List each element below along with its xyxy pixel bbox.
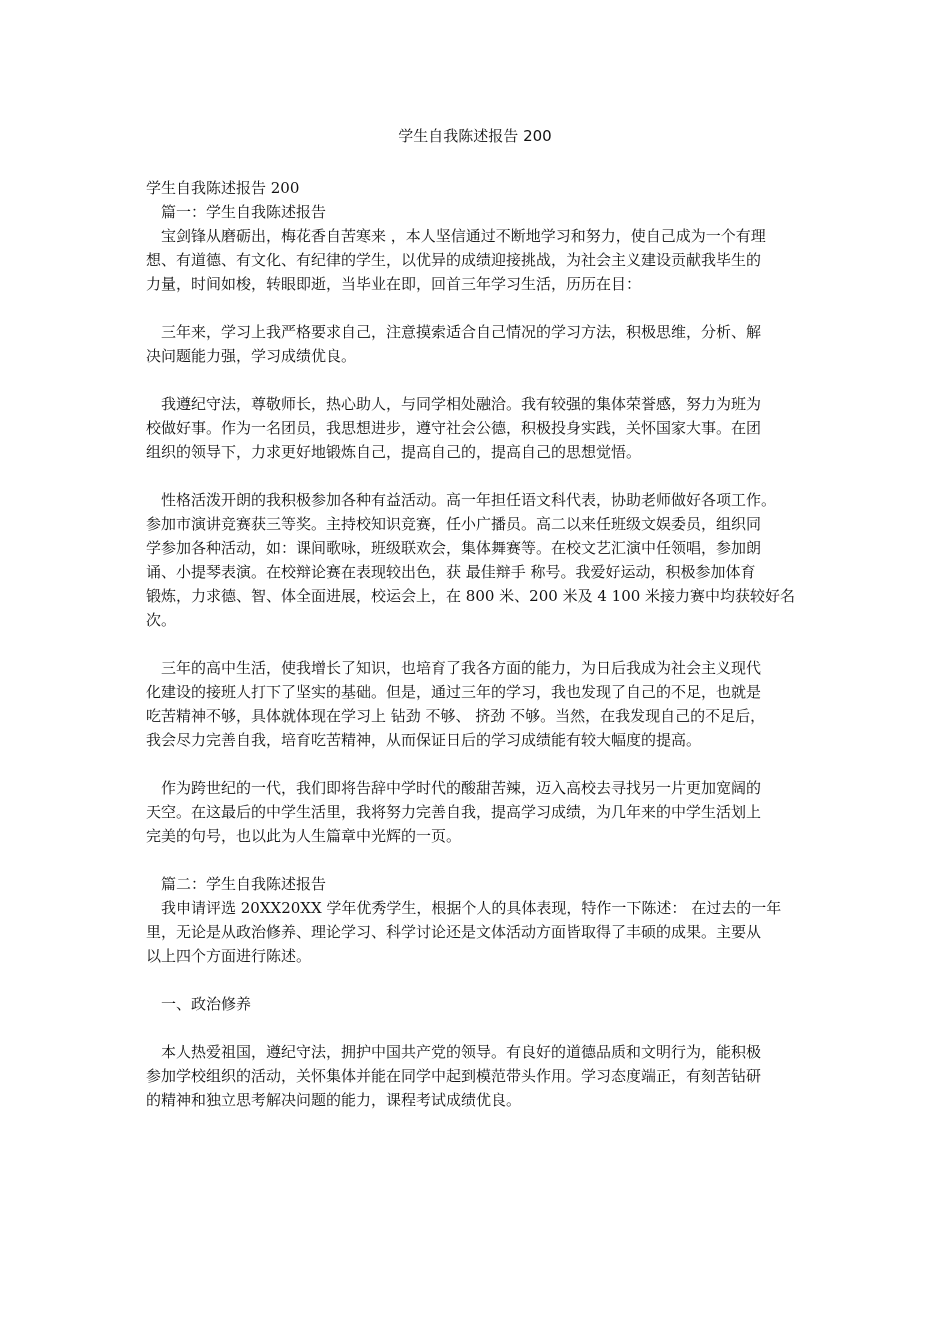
paragraph-line: 组织的领导下，力求更好地锻炼自己，提高自己的，提高自己的思想觉悟。 <box>146 443 642 461</box>
paragraph-line: 性格活泼开朗的我积极参加各种有益活动。高一年担任语文科代表，协助老师做好各项工作。 <box>161 491 777 509</box>
paragraph-line: 参加市演讲竞赛获三等奖。主持校知识竞赛，任小广播员。高二以来任班级文娱委员，组织同 <box>146 515 762 533</box>
paragraph-line: 以上四个方面进行陈述。 <box>146 947 312 965</box>
paragraph-1 <box>146 224 814 296</box>
part2-heading: 篇二：学生自我陈述报告 <box>161 875 327 893</box>
paragraph-line: 本人热爱祖国，遵纪守法，拥护中国共产党的领导。有良好的道德品质和文明行为，能积极 <box>161 1043 762 1061</box>
paragraph-line: 校做好事。作为一名团员，我思想进步，遵守社会公德，积极投身实践，关怀国家大事。在团 <box>146 419 762 437</box>
paragraph-line: 里，无论是从政治修养、理论学习、科学讨论还是文体活动方面皆取得了丰硕的成果。主要从 <box>146 923 762 941</box>
paragraph-4 <box>146 488 814 632</box>
paragraph-line: 想、有道德、有文化、有纪律的学生，以优异的成绩迎接挑战，为社会主义建设贡献我毕生的 <box>146 251 762 269</box>
paragraph-line: 的精神和独立思考解决问题的能力，课程考试成绩优良。 <box>146 1091 522 1109</box>
paragraph-line: 我遵纪守法，尊敬师长，热心助人，与同学相处融洽。我有较强的集体荣誉感，努力为班为 <box>161 395 762 413</box>
paragraph-6 <box>146 776 814 848</box>
paragraph-line: 学参加各种活动，如：课间歌咏，班级联欢会，集体舞赛等。在校文艺汇演中任领唱，参加朗 <box>146 539 762 557</box>
paragraph-line: 诵、小提琴表演。在校辩论赛在表现较出色，获 最佳辩手 称号。我爱好运动，积极参加体育 <box>146 563 756 581</box>
page-title: 学生自我陈述报告 200 <box>398 127 552 145</box>
paragraph-line: 参加学校组织的活动，关怀集体并能在同学中起到模范带头作用。学习态度端正，有刻苦钻研 <box>146 1067 762 1085</box>
paragraph-line: 完美的句号，也以此为人生篇章中光辉的一页。 <box>146 827 462 845</box>
section-1-title: 一、政治修养 <box>161 995 252 1013</box>
paragraph-line: 我申请评选 20XX20XX 学年优秀学生，根据个人的具体表现，特作一下陈述： 在过去的一年 <box>161 899 782 917</box>
paragraph-line: 三年来，学习上我严格要求自己，注意摸索适合自己情况的学习方法，积极思维，分析、解 <box>161 323 762 341</box>
paragraph-line: 锻炼，力求德、智、体全面进展，校运会上，在 800 米、200 米及 4 100 米接力赛中均获较好名 <box>146 587 796 605</box>
paragraph-line: 化建设的接班人打下了坚实的基础。但是，通过三年的学习，我也发现了自己的不足，也就是 <box>146 683 762 701</box>
part1-heading: 篇一：学生自我陈述报告 <box>161 203 327 221</box>
paragraph-line: 作为跨世纪的一代，我们即将告辞中学时代的酸甜苦辣，迈入高校去寻找另一片更加宽阔的 <box>161 779 762 797</box>
paragraph-5 <box>146 656 814 752</box>
paragraph-line: 次。 <box>146 611 177 629</box>
section-heading <box>146 992 814 1016</box>
paragraph-2 <box>146 320 814 368</box>
paragraph-7 <box>146 896 814 968</box>
document-body <box>146 176 814 1112</box>
paragraph-line: 三年的高中生活，使我增长了知识，也培育了我各方面的能力，为日后我成为社会主义现代 <box>161 659 762 677</box>
document-subtitle: 学生自我陈述报告 200 <box>146 179 300 197</box>
paragraph-3 <box>146 392 814 464</box>
paragraph-8 <box>146 1040 814 1112</box>
paragraph-line: 天空。在这最后的中学生活里，我将努力完善自我，提高学习成绩，为几年来的中学生活划上 <box>146 803 762 821</box>
paragraph-line: 力量，时间如梭，转眼即逝，当毕业在即，回首三年学习生活，历历在目： <box>146 275 642 293</box>
paragraph-line: 决问题能力强，学习成绩优良。 <box>146 347 357 365</box>
paragraph-line: 吃苦精神不够，具体就体现在学习上 钻劲 不够、 挤劲 不够。当然，在我发现自己的不足后， <box>146 707 766 725</box>
paragraph-line: 我会尽力完善自我，培育吃苦精神，从而保证日后的学习成绩能有较大幅度的提高。 <box>146 731 702 749</box>
paragraph-line: 宝剑锋从磨砺出，梅花香自苦寒来 ，本人坚信通过不断地学习和努力，使自己成为一个有理 <box>161 227 766 245</box>
